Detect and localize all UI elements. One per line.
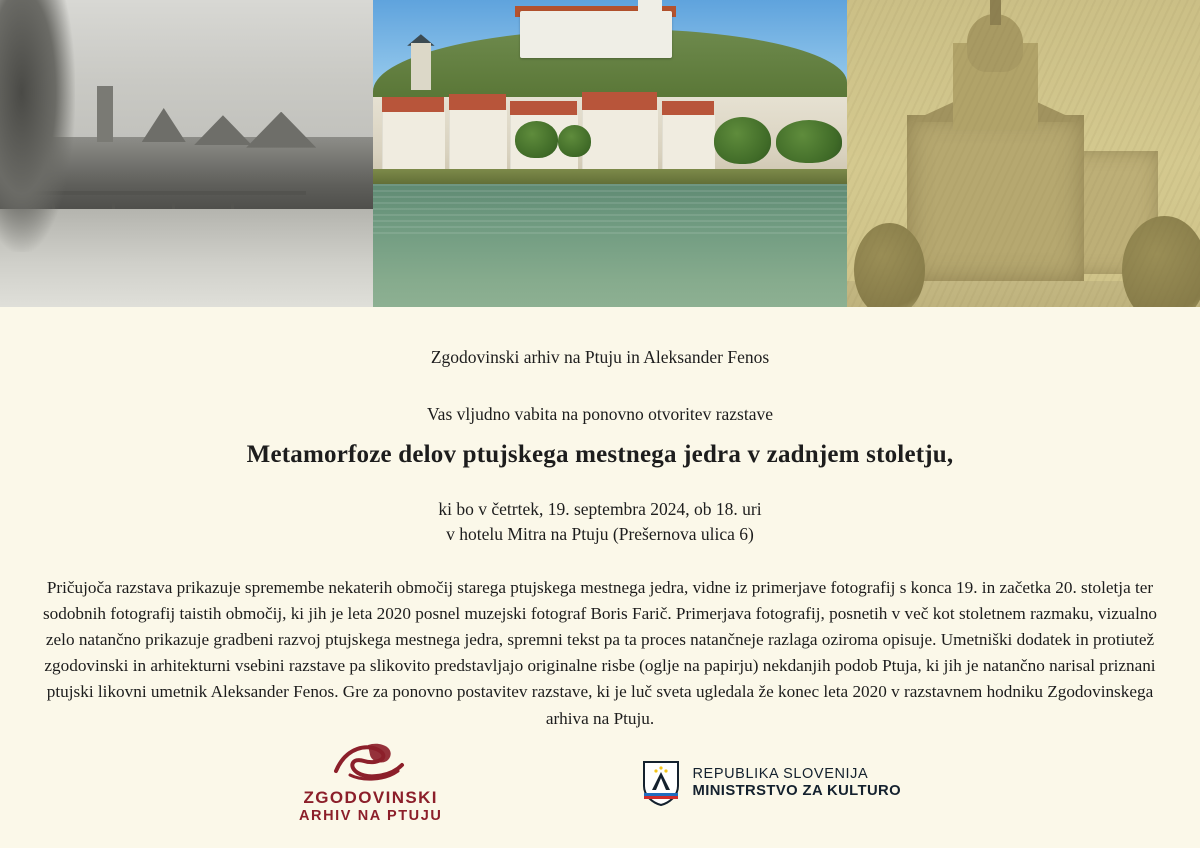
- house-roof: [382, 97, 444, 111]
- tree: [515, 121, 558, 158]
- house-roof: [510, 101, 576, 115]
- tree: [558, 125, 591, 157]
- archive-emblem-icon: [328, 741, 414, 783]
- charcoal-drawing: [847, 0, 1200, 307]
- archive-logo: [299, 741, 443, 824]
- invitation-text: [0, 307, 1200, 732]
- tree: [776, 120, 842, 163]
- house-roof: [449, 94, 506, 110]
- ministry-logo-line2: MINISTRSTVO ZA KULTURO: [692, 782, 902, 799]
- event-date-time: ki bo v četrtek, 19. septembra 2024, ob 18. uri: [438, 498, 762, 519]
- charcoal-texture: [847, 0, 1200, 307]
- archive-logo-line2: ARHIV NA PTUJU: [298, 808, 443, 825]
- riverside-trees: [373, 119, 847, 177]
- ministry-logo-line1: REPUBLIKA SLOVENIJA: [692, 766, 869, 782]
- modern-color-photo: [373, 0, 847, 307]
- invite-line: Vas vljudno vabita na ponovno otvoritev razstave: [426, 403, 774, 424]
- church-tower: [411, 43, 431, 90]
- ministry-text: [692, 766, 901, 800]
- tree: [714, 117, 771, 164]
- house-roof: [662, 101, 714, 115]
- exhibition-description: Pričujoča razstava prikazuje spremembe nekaterih območij starega ptujskega mestnega jedra, vidne iz primerjave fotografij s konca 19. in začetka 20. stoletja ter sodobnih fotografij taistih območij, ki jih je leta 2020 posnel muzejski fotograf Boris Farič. Primerjava fotografij, posnetih v več kot stoletnem razmaku, vizualno zelo natančno prikazuje gradbeni razvoj ptujskega mestnega jedra, spremni tekst pa ta proces natančneje razlaga oziroma opisuje. Umetniški dodatek in protiutež zgodovinski in arhitekturni vsebini razstave pa slikovito predstavljajo originalne risbe (oglje na papirju) nekdanjih podob Ptuja, ki jih je natančno narisal priznani ptujski likovni umetnik Aleksander Fenos. Gre za ponovno postavitev razstave, ki je luč sveta ugledala že konec leta 2020 v razstavnem hodniku Zgodovinskega arhiva na Ptuju.: [42, 577, 1158, 728]
- house-roof: [582, 92, 658, 110]
- host-line: Zgodovinski arhiv na Ptuju in Aleksander Fenos: [430, 346, 770, 367]
- castle-tower: [638, 0, 662, 25]
- exhibition-title: Metamorfoze delov ptujskega mestnega jedra v zadnjem stoletju,: [246, 440, 954, 468]
- event-venue: v hotelu Mitra na Ptuju (Prešernova ulica 6): [446, 523, 754, 544]
- ministry-logo: [642, 760, 901, 806]
- bw-tree: [0, 0, 75, 252]
- bw-church-tower: [97, 86, 113, 142]
- footer-logos: [0, 732, 1200, 848]
- banner-image-strip: [0, 0, 1200, 307]
- historic-black-white-photo: [0, 0, 373, 307]
- slovenia-coat-of-arms-icon: [642, 760, 680, 806]
- water-reflection: [373, 184, 847, 234]
- archive-logo-line1: ZGODOVINSKI: [303, 788, 438, 808]
